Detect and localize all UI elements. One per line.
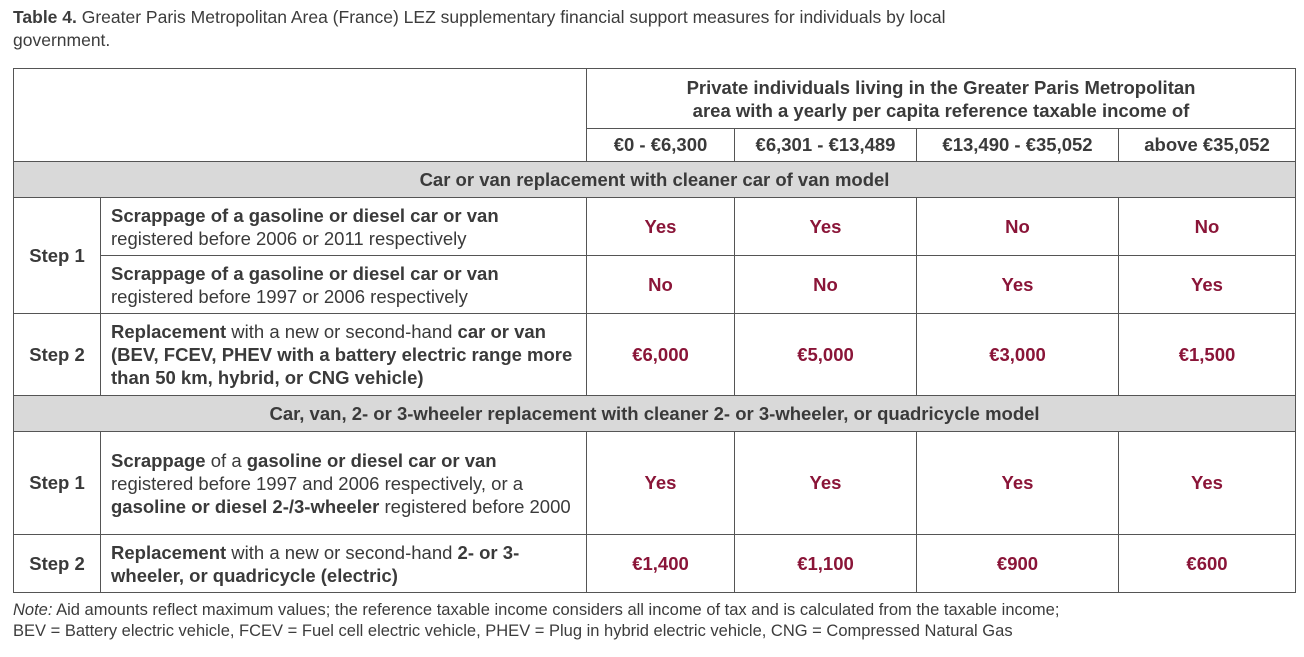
table-row [14,198,1296,256]
step-label: Step 1 [14,432,101,535]
value-cell: €6,000 [587,314,735,396]
value-cell: Yes [917,432,1119,535]
income-group-header-line1: Private individuals living in the Greater Paris Metropolitan [686,76,1196,98]
table-row [14,256,1296,314]
table-row [14,432,1296,535]
section-header-row [14,162,1296,198]
income-group-header-line2: area with a yearly per capita reference taxable income of [692,99,1190,121]
value-cell: Yes [587,432,735,535]
income-band-header: €6,301 - €13,489 [735,129,917,162]
lez-support-table [13,68,1296,593]
desc-bold-text: gasoline or diesel car or van [246,449,497,471]
desc-bold-text: gasoline or diesel 2-/3-wheeler [111,495,380,517]
income-band-header: €13,490 - €35,052 [917,129,1119,162]
desc-bold-text: Scrappage of a gasoline or diesel car or van [111,262,499,284]
value-cell: €1,100 [735,535,917,593]
desc-text: registered before 1997 or 2006 respectively [111,285,468,307]
desc-text: registered before 1997 and 2006 respectively, or a [111,472,524,494]
value-cell: No [917,198,1119,256]
desc-bold-text: car or van (BEV, FCEV, PHEV with a battery electric range more than 50 km, hybrid, or CNG vehicle) [111,321,573,388]
table-caption [13,6,1013,52]
value-cell: €600 [1119,535,1296,593]
table-row [14,314,1296,396]
desc-text: registered before 2000 [379,495,571,517]
value-cell: Yes [587,198,735,256]
header-corner-cell [14,69,587,162]
step-label: Step 1 [14,198,101,314]
note-line2: BEV = Battery electric vehicle, FCEV = Fuel cell electric vehicle, PHEV = Plug in hybrid electric vehicle, CNG = Compressed Natural Gas [13,622,1013,640]
desc-bold-text: Scrappage [111,449,206,471]
desc-bold-text: Replacement [111,541,227,563]
step-label: Step 2 [14,535,101,593]
value-cell: No [587,256,735,314]
value-cell: €1,500 [1119,314,1296,396]
measure-description [101,314,587,396]
desc-text: with a new or second-hand [226,541,458,563]
measure-description [101,535,587,593]
desc-text: registered before 2006 or 2011 respectively [111,227,467,249]
section-title: Car or van replacement with cleaner car of van model [14,162,1296,198]
caption-label: Table 4. [13,7,77,27]
value-cell: Yes [917,256,1119,314]
value-cell: Yes [1119,432,1296,535]
value-cell: Yes [735,432,917,535]
desc-text: with a new or second-hand [226,321,458,342]
measure-description [101,198,587,256]
value-cell: Yes [735,198,917,256]
header-group-row [14,69,1296,129]
section-title: Car, van, 2- or 3-wheeler replacement with cleaner 2- or 3-wheeler, or quadricycle model [14,396,1296,432]
value-cell: €1,400 [587,535,735,593]
value-cell: No [735,256,917,314]
table-row [14,535,1296,593]
measure-description [101,432,587,535]
value-cell: €5,000 [735,314,917,396]
step-label: Step 2 [14,314,101,396]
desc-text: of a [205,449,247,471]
measure-description [101,256,587,314]
income-group-header [587,69,1296,129]
caption-text: Greater Paris Metropolitan Area (France) LEZ supplementary financial support measures for individuals by local government. [13,7,946,50]
table-note [13,600,1293,642]
note-line1: Aid amounts reflect maximum values; the reference taxable income considers all income of tax and is calculated from the taxable income; [52,601,1060,619]
desc-bold-text: Replacement [111,321,227,342]
value-cell: Yes [1119,256,1296,314]
value-cell: €900 [917,535,1119,593]
value-cell: No [1119,198,1296,256]
value-cell: €3,000 [917,314,1119,396]
section-header-row [14,396,1296,432]
desc-bold-text: 2- or 3-wheeler, or quadricycle (electric) [111,541,520,586]
note-label: Note: [13,601,53,619]
desc-bold-text: Scrappage of a gasoline or diesel car or van [111,204,499,226]
income-band-header: €0 - €6,300 [587,129,735,162]
income-band-header: above €35,052 [1119,129,1296,162]
